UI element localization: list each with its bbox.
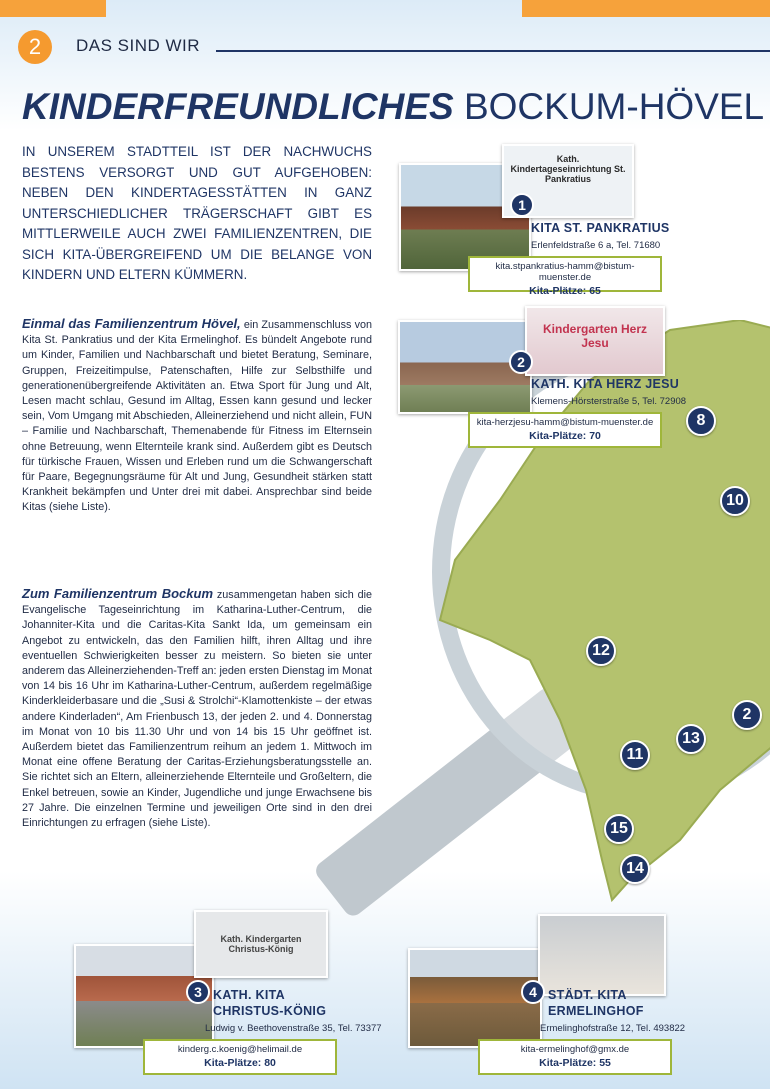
page-number-badge: 2: [18, 30, 52, 64]
intro-paragraph: IN UNSEREM STADTTEIL IST DER NACHWUCHS BESTENS VERSORGT UND GUT AUFGEHOBEN: NEBEN DEN KINDERTAGESSTÄTTEN IN GANZ UNTERSCHIEDLICHER TRÄGERSCHAFT GIBT ES MITTLERWEILE AUCH ZWEI FAMILIENZENTREN, DIE SICH KITA-ÜBERGREIFEND UM DIE BELANGE VON KINDERN UND ELTERN KÜMMERN.: [22, 144, 372, 282]
kita-number-badge: 4: [521, 980, 545, 1004]
kita-contact-box: [143, 1039, 337, 1075]
kita-number-badge: 2: [509, 350, 533, 374]
article-paragraph-hoevel: [22, 316, 372, 516]
kita-capacity: Kita-Plätze: 70: [529, 430, 601, 442]
kita-address: Erlenfeldstraße 6 a, Tel. 71680: [531, 240, 661, 251]
kita-email: kita-ermelinghof@gmx.de: [520, 1044, 630, 1055]
kita-email: kita.stpankratius-hamm@bistum-muenster.de: [495, 261, 635, 283]
map-pin: 8: [686, 406, 716, 436]
sign-text: Kath. Kindergarten Christus-König: [220, 934, 302, 954]
kita-name-line2: ERMELINGHOF: [548, 1004, 644, 1018]
section-label: DAS SIND WIR: [76, 36, 201, 55]
kita-capacity: Kita-Plätze: 65: [529, 285, 601, 297]
kita-sign: [525, 306, 665, 376]
sign-text: Kath. Kindertageseinrichtung St. Pankratius: [510, 154, 626, 184]
kita-sign: [194, 910, 328, 978]
article-paragraph-bockum: [22, 586, 372, 831]
section-divider: [216, 50, 770, 52]
kita-capacity: Kita-Plätze: 55: [539, 1057, 611, 1069]
kita-name: KITA ST. PANKRATIUS: [531, 221, 670, 235]
map-pin: 14: [620, 854, 650, 884]
map-pin: 12: [586, 636, 616, 666]
kita-contact-box: [478, 1039, 672, 1075]
map-pin: 13: [676, 724, 706, 754]
kita-address: Ludwig v. Beethovenstraße 35, Tel. 73377: [205, 1023, 382, 1034]
top-accent-bar-right: [522, 0, 770, 17]
paragraph-lead: Einmal das Familienzentrum Hövel,: [22, 316, 241, 331]
map-pin: 15: [604, 814, 634, 844]
kita-contact-box: [468, 256, 662, 297]
kita-number-badge: 3: [186, 980, 210, 1004]
top-accent-bar-left: [0, 0, 106, 17]
paragraph-text: ein Zusammenschluss von Kita St. Pankratius und der Kita Ermelinghof. Es bündelt Angebote rund um Kinder, Familien und Nachbarschaft und bietet Beratung, Seminare, Gruppen, Freizeitimpulse, Patenschaften, Hilfe zur Selbsthilfe und generationenübergreifende Aktivitäten an. Etwa Sport für Jung und Alt, Lesen macht schlau, Gesund im Alltag, Essen kann gesund und lecker sein, Vom Umgang mit Abschieden, Alleinerziehend und nicht allein, FUN – Familie und Nachbarschaft, Themenabende für Fitness im Elternsein ohne Betreuung, wenn Elternteile krank sind. Außerdem gibt es Deutsch für türkische Frauen, Wissen und Erleben rund um die Schwangerschaft für Paare, Begegnungsräume für Alt und Jung, Gesundheit stärken statt Krankheit bekämpfen und Unter drei mit dabei. Ansprechbar sind beide Kitas (siehe Liste).: [22, 319, 372, 514]
sign-text: Kindergarten Herz Jesu: [542, 322, 648, 350]
headline-bold: KINDERFREUNDLICHES: [22, 86, 454, 127]
kita-name-line1: KATH. KITA: [213, 988, 285, 1002]
kita-name-line1: STÄDT. KITA: [548, 988, 627, 1002]
map-pin: 2: [732, 700, 762, 730]
headline-rest: BOCKUM-HÖVEL: [463, 86, 765, 127]
kita-contact-box: [468, 412, 662, 448]
kita-name: [213, 987, 326, 1019]
kita-address: Klemens-Hörsterstraße 5, Tel. 72908: [531, 396, 687, 407]
kita-name: KATH. KITA HERZ JESU: [531, 377, 680, 391]
kita-number-badge: 1: [510, 193, 534, 217]
paragraph-lead: Zum Familienzentrum Bockum: [22, 586, 214, 601]
kita-email: kinderg.c.koenig@helimail.de: [177, 1044, 303, 1055]
map-pin: 11: [620, 740, 650, 770]
kita-capacity: Kita-Plätze: 80: [204, 1057, 276, 1069]
kita-sign: [538, 914, 666, 996]
kita-email: kita-herzjesu-hamm@bistum-muenster.de: [476, 417, 654, 428]
kita-address: Ermelinghofstraße 12, Tel. 493822: [540, 1023, 686, 1034]
map-pin: 10: [720, 486, 750, 516]
page-headline: [22, 86, 764, 128]
kita-name-line2: CHRISTUS-KÖNIG: [213, 1004, 327, 1018]
kita-name: [548, 987, 644, 1019]
paragraph-text: zusammengetan haben sich die Evangelische Tageseinrichtung im Katharina-Luther-Centrum, die Johanniter-Kita und die Caritas-Kita Sankt Ida, um gemeinsam ein Angebot zu entwickeln, das den Familien hilft, ihren Alltag und ihre eventuellen Schwierigkeiten besser zu meistern. So bieten sie unter anderem das Alleinerziehenden-Treff an: jeden ersten Dienstag im Monat von 14 bis 16 Uhr im Katharina-Luther-Centrum, außerdem regelmäßige Kinderkleiderbasare und die „Susi & Strolchi“-Klamottenkiste – der etwas andere Kinderladen“, Am Frienbusch 13, der jeden 2. und 4. Donnerstag im Monat von 10 bis 11.30 Uhr und von 14 bis 15 Uhr geöffnet ist. Außerdem bietet das Familienzentrum reihum an jedem 1. Mittwoch im Monat eine offene Beratung der Caritas-Erziehungsberatungsstelle an. Sie richtet sich an Eltern, alleinerziehende Elternteile und Großeltern, die Enkel betreuen, sowie an Kinder, Jugendliche und junge Erwachsene bis 27 Jahre. Die einzelnen Termine und jeweiligen Orte sind in den drei Einrichtungen zu erfragen (siehe Liste).: [22, 589, 372, 830]
